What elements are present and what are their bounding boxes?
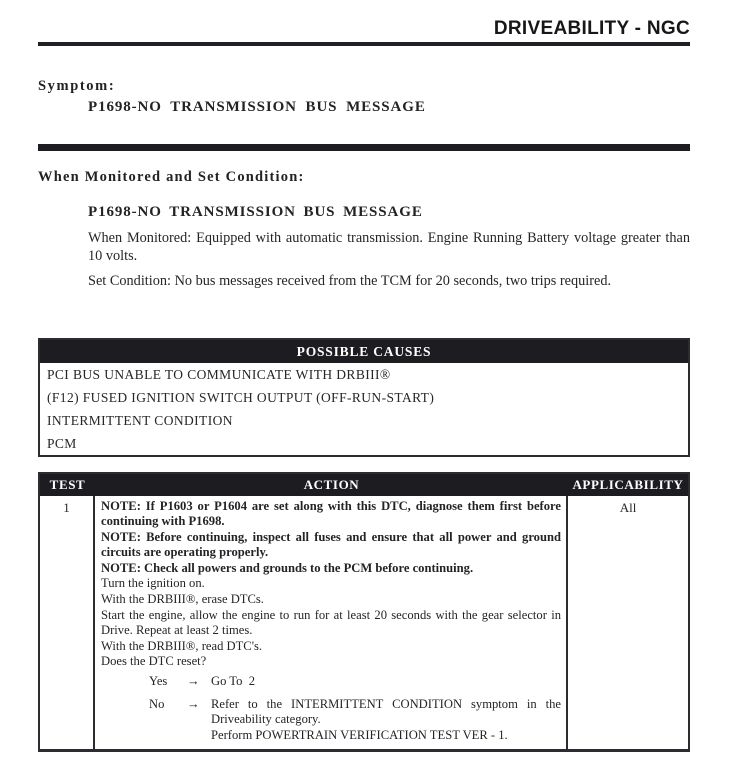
possible-causes-header: POSSIBLE CAUSES [40, 340, 688, 363]
set-condition-paragraph: Set Condition: No bus messages received from the TCM for 20 seconds, two trips required. [88, 273, 612, 289]
cause-row: PCI BUS UNABLE TO COMMUNICATE WITH DRBIII® [47, 366, 391, 382]
action-cell [95, 496, 568, 750]
page-title: DRIVEABILITY - NGC [493, 18, 690, 39]
action-step: With the DRBIII®, read DTC's. [101, 638, 263, 653]
symptom-section [38, 77, 690, 116]
decision-result-line: Refer to the INTERMITTENT CONDITION symptom in the Driveability category. [211, 696, 565, 727]
symptom-code: P1698-NO TRANSMISSION BUS MESSAGE [88, 99, 426, 115]
monitored-heading: When Monitored and Set Condition: [38, 169, 305, 185]
column-header-action: ACTION [303, 476, 360, 492]
decision-result-line: Perform POWERTRAIN VERIFICATION TEST VER - 1. [211, 727, 508, 742]
when-monitored-paragraph: When Monitored: Equipped with automatic transmission. Engine Running Battery voltage greater than 10 volts. [88, 230, 690, 264]
cause-row: INTERMITTENT CONDITION [47, 412, 233, 428]
action-step: With the DRBIII®, erase DTCs. [101, 592, 264, 607]
section-divider [38, 144, 690, 151]
action-note: NOTE: Before continuing, inspect all fuses and ensure that all power and ground circuits are operating properly. [101, 529, 561, 560]
symptom-label: Symptom: [38, 78, 116, 94]
test-row [40, 496, 688, 750]
monitored-code: P1698-NO TRANSMISSION BUS MESSAGE [88, 204, 423, 220]
action-note: NOTE: If P1603 or P1604 are set along with this DTC, diagnose them first before continuing with P1698. [101, 498, 561, 529]
possible-causes-table [38, 338, 690, 457]
decision-result: Go To 2 [211, 674, 256, 689]
column-header-applicability: APPLICABILITY [572, 476, 684, 492]
decision-yes-row [101, 674, 561, 690]
action-step: Turn the ignition on. [101, 576, 205, 591]
decision-result [211, 696, 565, 744]
action-note: NOTE: Check all powers and grounds to the PCM before continuing. [101, 560, 474, 575]
test-number-cell: 1 [40, 496, 95, 750]
test-table-header [40, 474, 688, 496]
action-step: Does the DTC reset? [101, 654, 207, 669]
action-step: Start the engine, allow the engine to run for at least 20 seconds with the gear selector in Drive. Repeat at least 2 times. [101, 607, 561, 638]
decision-no-row [101, 696, 565, 744]
test-table [38, 472, 690, 753]
header-rule [38, 42, 690, 46]
decision-answer: Yes [149, 674, 168, 689]
monitored-section [38, 168, 690, 291]
arrow-right-icon: → [187, 674, 200, 689]
cause-row: (F12) FUSED IGNITION SWITCH OUTPUT (OFF-RUN-START) [47, 389, 435, 405]
column-header-test: TEST [49, 476, 86, 492]
applicability-cell: All [619, 499, 637, 515]
arrow-right-icon: → [187, 696, 200, 711]
decision-answer: No [149, 696, 165, 711]
cause-row: PCM [47, 435, 77, 451]
